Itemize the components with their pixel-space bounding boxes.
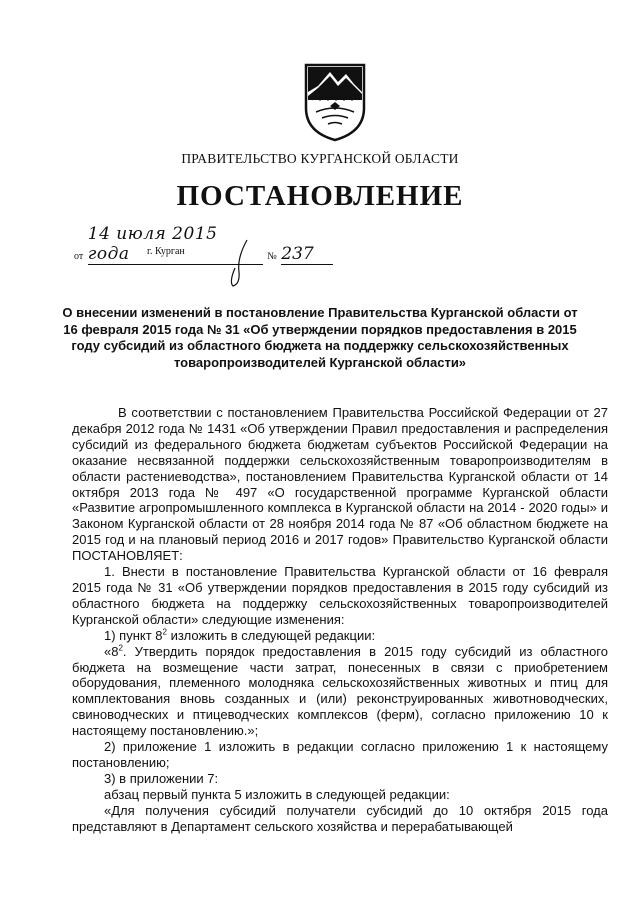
document-date: 14 июля 2015 года bbox=[88, 224, 263, 265]
organization-name: ПРАВИТЕЛЬСТВО КУРГАНСКОЙ ОБЛАСТИ bbox=[181, 151, 459, 166]
paragraph-item-1-2: 2) приложение 1 изложить в редакции согласно приложению 1 к настоящему постановлению; bbox=[72, 739, 608, 770]
document-title: О внесении изменений в постановление Правительства Курганской области от 16 февраля 2015 года № 31 «Об утверждении порядков предоставления в 2015 году субсидий из областного бюджета на поддержку сельскохозяйственных товаропроизводителей Курганской области» bbox=[62, 305, 578, 370]
city-label: г. Курган bbox=[147, 246, 185, 257]
document-type: ПОСТАНОВЛЕНИЕ bbox=[176, 180, 464, 212]
date-line bbox=[74, 224, 333, 265]
document-number: 237 bbox=[281, 244, 333, 265]
paragraph-abzac: абзац первый пункта 5 изложить в следующей редакции: bbox=[104, 786, 450, 802]
number-prefix: № bbox=[267, 251, 277, 262]
paragraph-item-1-1: 1) пункт $8^2$ изложить в следующей редакции: bbox=[104, 627, 376, 643]
coat-of-arms-icon bbox=[302, 62, 368, 142]
paragraph-item-1: 1. Внести в постановление Правительства Курганской области от 16 февраля 2015 года № 31 «Об утверждении порядков предоставления в 2015 году субсидий из областного бюджета на поддержку сельскохозяйственных товаропроизводителей Курганской области» следующие изменения: bbox=[72, 564, 608, 627]
paragraph-quote-8-2: «$8^2$. Утвердить порядок предоставления в 2015 году субсидий из областного бюджета на возмещение части затрат, понесенных в связи с приобретением оборудования, племенного молодняка сельскохозяйственных животных и птиц для комплектования вновь созданных и (или) реконструированных животноводческих, свиноводческих и птицеводческих комплексов (ферм), согласно приложению 10 к настоящему постановлению.»; bbox=[72, 643, 608, 739]
date-prefix: от bbox=[74, 251, 84, 262]
document-body bbox=[72, 405, 608, 834]
handwritten-mark bbox=[225, 238, 255, 288]
paragraph-preamble: В соответствии с постановлением Правительства Российской Федерации от 27 декабря 2012 года № 1431 «Об утверждении Правил предоставления и распределения субсидий из федерального бюджета бюджетам субъектов Российской Федерации на оказание несвязанной поддержки сельскохозяйственным товаропроизводителям в области растениеводства», постановлением Правительства Курганской области от 14 октября 2013 года № 497 «О государственной программе Курганской области «Развитие агропромышленного комплекса в Курганской области на 2014 - 2020 годы» и Законом Курганской области от 28 ноября 2014 года № 87 «Об областном бюджете на 2015 год и на плановый период 2016 и 2017 годов» Правительство Курганской области ПОСТАНОВЛЯЕТ: bbox=[72, 405, 608, 564]
paragraph-quote-receipt: «Для получения субсидий получатели субсидий до 10 октября 2015 года представляют в Департамент сельского хозяйства и перерабатывающей bbox=[72, 802, 608, 834]
paragraph-item-1-3: 3) в приложении 7: bbox=[104, 770, 219, 786]
